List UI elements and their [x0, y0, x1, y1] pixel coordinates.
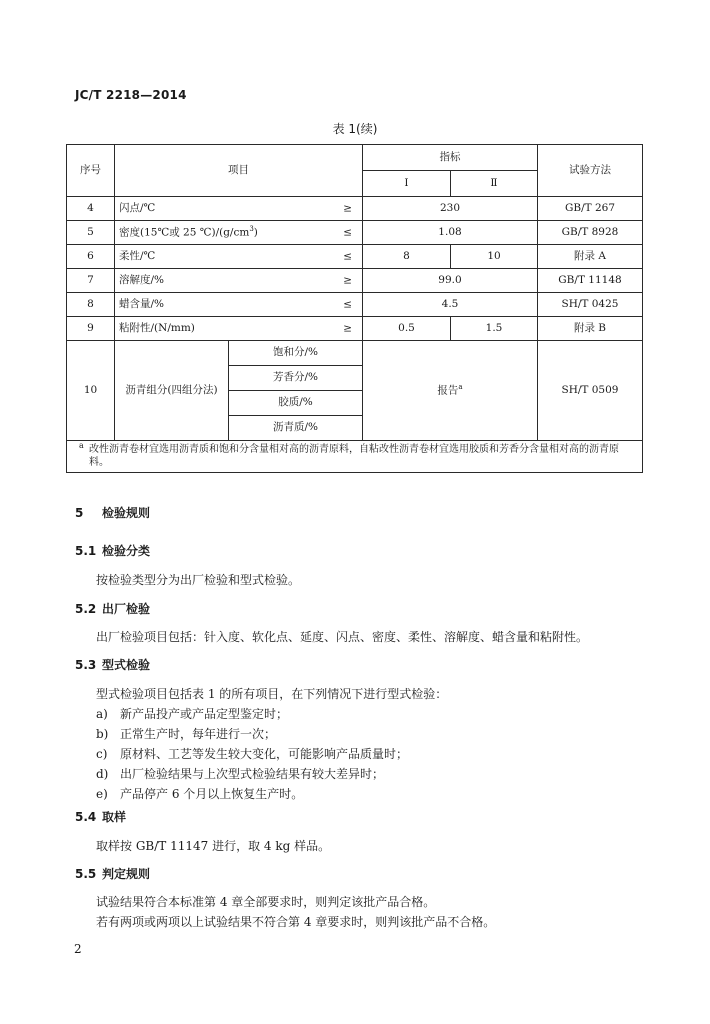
row-method: GB/T 11148 — [538, 269, 643, 293]
footnote-mark: a — [79, 441, 84, 450]
row-seq: 7 — [67, 269, 115, 293]
section-5-1-text: 按检验类型分为出厂检验和型式检验。 — [96, 573, 301, 587]
row-subitem: 饱和分/% — [229, 341, 363, 366]
section-5-4-heading: 5.4 取样 — [75, 810, 127, 824]
section-5-5-text-2: 若有两项或两项以上试验结果不符合第 4 章要求时，则判该批产品不合格。 — [96, 915, 496, 929]
section-5-1-heading: 5.1 检验分类 — [75, 544, 151, 558]
row-item — [115, 197, 363, 221]
list-item: d) 出厂检验结果与上次型式检验结果有较大差异时； — [96, 767, 385, 781]
row-seq: 9 — [67, 317, 115, 341]
header-row — [67, 145, 643, 171]
row-item-group: 沥青组分(四组分法) — [115, 341, 229, 441]
row-item — [115, 245, 363, 269]
table-row — [67, 197, 643, 221]
row-seq: 4 — [67, 197, 115, 221]
row-value: 99.0 — [363, 269, 538, 293]
table-row — [67, 245, 643, 269]
row-seq: 8 — [67, 293, 115, 317]
row-item-name: 密度(15℃或 25 $℃)/(g/cm^3)$ — [119, 225, 258, 239]
row-item — [115, 317, 363, 341]
row-value-grade-2: 10 — [451, 245, 538, 269]
row-value-grade-1: 8 — [363, 245, 451, 269]
row-method: 附录 A — [538, 245, 643, 269]
row-method: SH/T 0425 — [538, 293, 643, 317]
list-item: a) 新产品投产或产品定型鉴定时； — [96, 707, 289, 721]
section-5-3-heading: 5.3 型式检验 — [75, 658, 151, 672]
table-footnote-row — [67, 441, 643, 473]
spec-table — [66, 144, 643, 473]
header-grade-1: Ⅰ — [363, 171, 451, 197]
table-row — [67, 221, 643, 245]
row-item-name: 粘附性/(N/mm) — [119, 321, 195, 334]
row-seq: 5 — [67, 221, 115, 245]
row-item-symbol: ≥ — [343, 321, 352, 334]
row-method: GB/T 8928 — [538, 221, 643, 245]
row-item — [115, 269, 363, 293]
table-row — [67, 269, 643, 293]
header-method: 试验方法 — [538, 145, 643, 197]
row-item-name: 柔性/℃ — [119, 249, 156, 262]
row-seq: 6 — [67, 245, 115, 269]
row-subitem: 芳香分/% — [229, 366, 363, 391]
table-row — [67, 317, 643, 341]
row-value: 1.08 — [363, 221, 538, 245]
row-value: 230 — [363, 197, 538, 221]
row-item-name: 溶解度/% — [119, 273, 165, 286]
header-index: 指标 — [363, 145, 538, 171]
header-seq: 序号 — [67, 145, 115, 197]
row-item-symbol: ≥ — [343, 201, 352, 214]
list-item: b) 正常生产时，每年进行一次； — [96, 727, 277, 741]
row-subitem: 胶质/% — [229, 391, 363, 416]
section-5-heading: 5 检验规则 — [75, 506, 151, 520]
table-row — [67, 293, 643, 317]
section-5-5-text-1: 试验结果符合本标准第 4 章全部要求时，则判定该批产品合格。 — [96, 895, 436, 909]
section-5-5-heading: 5.5 判定规则 — [75, 867, 151, 881]
row-item-name: 蜡含量/% — [119, 297, 165, 310]
row-value-grade-2: 1.5 — [451, 317, 538, 341]
row-item-name: 闪点/℃ — [119, 201, 156, 214]
table-title: 表 1(续) — [332, 122, 378, 136]
table-row — [67, 341, 643, 366]
standard-code: JC/T 2218—2014 — [75, 88, 187, 102]
list-item: e) 产品停产 6 个月以上恢复生产时。 — [96, 787, 304, 801]
row-value-grade-1: 0.5 — [363, 317, 451, 341]
table-footnote — [67, 441, 643, 473]
row-seq: 10 — [67, 341, 115, 441]
header-item: 项目 — [115, 145, 363, 197]
row-item-symbol: ≤ — [343, 297, 352, 310]
footnote-text: 改性沥青卷材宜选用沥青质和饱和分含量相对高的沥青原料，自粘改性沥青卷材宜选用胶质和芳香分含量相对高的沥青原料。 — [89, 444, 619, 468]
row-value: 4.5 — [363, 293, 538, 317]
row-value-report: 报告$^a$ — [363, 341, 538, 441]
row-item-symbol: ≤ — [343, 225, 352, 238]
row-item — [115, 293, 363, 317]
list-item: c) 原材料、工艺等发生较大变化，可能影响产品质量时； — [96, 747, 409, 761]
row-method: GB/T 267 — [538, 197, 643, 221]
section-5-3-text: 型式检验项目包括表 1 的所有项目，在下列情况下进行型式检验： — [96, 687, 448, 701]
row-method: 附录 B — [538, 317, 643, 341]
row-item-symbol: ≤ — [343, 249, 352, 262]
page-number: 2 — [74, 942, 82, 956]
row-item — [115, 221, 363, 245]
header-grade-2: Ⅱ — [451, 171, 538, 197]
row-item-symbol: ≥ — [343, 273, 352, 286]
section-5-2-heading: 5.2 出厂检验 — [75, 602, 151, 616]
row-method: SH/T 0509 — [538, 341, 643, 441]
section-5-2-text: 出厂检验项目包括：针入度、软化点、延度、闪点、密度、柔性、溶解度、蜡含量和粘附性。 — [96, 630, 589, 644]
section-5-4-text: 取样按 GB/T 11147 进行，取 4 kg 样品。 — [96, 839, 331, 853]
row-subitem: 沥青质/% — [229, 416, 363, 441]
